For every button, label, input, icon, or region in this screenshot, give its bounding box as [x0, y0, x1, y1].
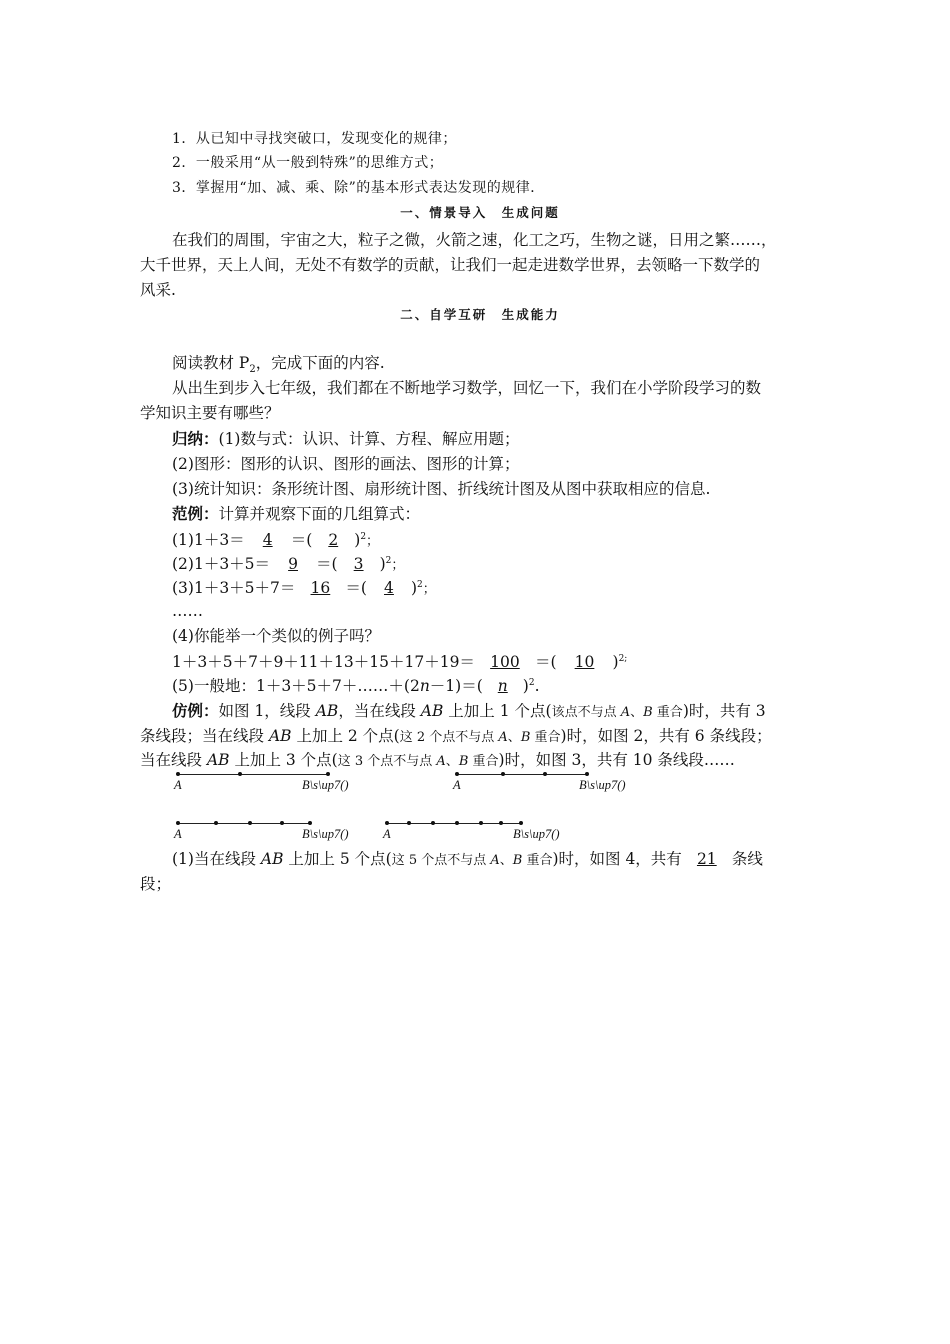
- point-b-label: B\s\up7(): [579, 778, 626, 792]
- point: [455, 821, 459, 825]
- ellipsis: ……: [172, 602, 203, 620]
- equation-4: 1＋3＋5＋7＋9＋11＋13＋15＋17＋19＝ 100 ＝( 10 )$^{2;}$: [172, 653, 628, 671]
- point: [431, 821, 435, 825]
- imitation-line-1: 仿例：如图 1，线段 AB，当在线段 AB 上加上 1 个点(该点不与点 A、B 重合)时，共有 3: [172, 701, 766, 720]
- answer-blank: 100: [490, 653, 520, 671]
- point: [455, 772, 459, 776]
- intro-paragraph-line-1: 在我们的周围，宇宙之大，粒子之微，火箭之速，化工之巧，生物之谜，日用之繁……，: [172, 231, 777, 249]
- answer-blank: 10: [574, 653, 595, 671]
- point-b-label: B\s\up7(): [302, 778, 349, 792]
- problem-1-line-2: 段；: [140, 875, 172, 893]
- answer-blank: 3: [353, 555, 364, 573]
- question-4: (4)你能举一个类似的例子吗？: [172, 627, 380, 645]
- point: [543, 772, 547, 776]
- learning-goal-3: 3．掌握用“加、减、乘、除”的基本形式表达发现的规律．: [172, 180, 545, 196]
- summary-line-1: 归纳：(1)数与式：认识、计算、方程、解应用题；: [172, 429, 520, 448]
- answer-blank: 21: [696, 850, 717, 868]
- equation-1: (1)1＋3＝ 4 ＝( 2 )$^2$；: [172, 531, 380, 549]
- answer-blank: 2: [328, 531, 339, 549]
- point: [407, 821, 411, 825]
- point: [214, 821, 218, 825]
- point: [238, 772, 242, 776]
- reading-instruction: 阅读教材 $P_2$，完成下面的内容.: [172, 354, 385, 376]
- intro-paragraph-line-2: 大千世界，天上人间，无处不有数学的贡献，让我们一起走进数学世界，去领略一下数学的: [140, 256, 761, 274]
- point-a-label: A: [383, 827, 391, 841]
- point: [385, 821, 389, 825]
- summary-line-3: (3)统计知识：条形统计图、扇形统计图、折线统计图及从图中获取相应的信息.: [172, 480, 711, 498]
- equation-5: (5)一般地：1＋3＋5＋7＋……＋(2n－1)＝( n )$^2$.: [172, 677, 540, 695]
- point-a-label: A: [174, 827, 182, 841]
- point: [280, 821, 284, 825]
- point-b-label: B\s\up7(): [302, 827, 349, 841]
- point: [499, 821, 503, 825]
- point: [479, 821, 483, 825]
- question-line-2: 学知识主要有哪些？: [140, 404, 280, 422]
- point: [308, 821, 312, 825]
- answer-blank: 9: [288, 555, 298, 573]
- section-heading-2: 二、自学互研 生成能力: [400, 307, 560, 322]
- problem-1-line-1: (1)当在线段 AB 上加上 5 个点(这 5 个点不与点 A、B 重合)时，如图 4，共有 21 条线: [172, 850, 763, 868]
- imitation-line-2: 条线段；当在线段 AB 上加上 2 个点(这 2 个点不与点 A、B 重合)时，如图 2，共有 6 条线段；: [140, 727, 772, 745]
- point: [585, 772, 589, 776]
- segment-line: [457, 774, 587, 775]
- point-b-label: B\s\up7(): [513, 827, 560, 841]
- segment-line: [178, 823, 310, 824]
- equation-3: (3)1＋3＋5＋7＝ 16 ＝( 4 )$^2$；: [172, 579, 436, 597]
- section-heading-1: 一、情景导入 生成问题: [400, 205, 560, 220]
- imitation-line-3: 当在线段 AB 上加上 3 个点(这 3 个点不与点 A、B 重合)时，如图 3，共有 10 条线段……: [140, 751, 735, 769]
- example-intro: 范例：计算并观察下面的几组算式：: [172, 504, 421, 523]
- summary-line-2: (2)图形：图形的认识、图形的画法、图形的计算；: [172, 455, 520, 473]
- point: [176, 772, 180, 776]
- point: [176, 821, 180, 825]
- question-line-1: 从出生到步入七年级，我们都在不断地学习数学，回忆一下，我们在小学阶段学习的数: [172, 379, 762, 397]
- learning-goal-2: 2．一般采用“从一般到特殊”的思维方式；: [172, 155, 444, 171]
- point: [326, 772, 330, 776]
- intro-paragraph-line-3: 风采.: [140, 281, 176, 299]
- point-a-label: A: [174, 778, 182, 792]
- equation-2: (2)1＋3＋5＝ 9 ＝( 3 )$^2$；: [172, 555, 405, 573]
- answer-blank: 4: [384, 579, 394, 597]
- point: [501, 772, 505, 776]
- answer-blank: 16: [310, 579, 331, 597]
- answer-blank: 4: [262, 531, 273, 549]
- learning-goal-1: 1．从已知中寻找突破口，发现变化的规律；: [172, 131, 457, 147]
- point-a-label: A: [453, 778, 461, 792]
- answer-blank: n: [497, 677, 508, 695]
- segment-figure-2: [455, 774, 655, 804]
- point: [519, 821, 523, 825]
- segment-line: [178, 774, 328, 775]
- segment-figure-1: [176, 774, 376, 804]
- point: [248, 821, 252, 825]
